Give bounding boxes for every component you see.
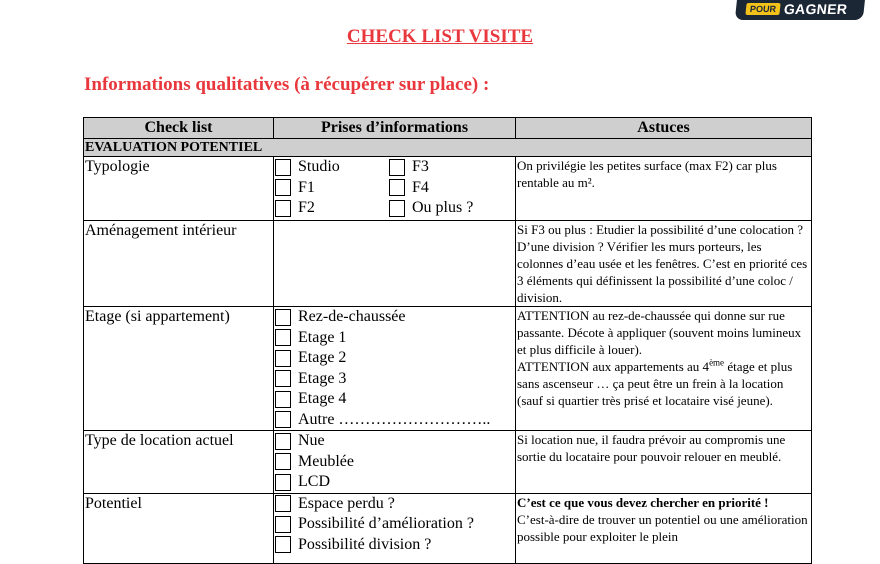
- option-label: F1: [298, 178, 315, 196]
- option-division[interactable]: [274, 535, 515, 556]
- checklist-table: [83, 117, 812, 564]
- option-label: F3: [412, 158, 429, 176]
- option-rez-de-chaussee[interactable]: [274, 307, 515, 328]
- table-row: [84, 431, 812, 494]
- option-etage-2[interactable]: [274, 348, 515, 369]
- tip-etage-ascenseur: [517, 358, 810, 409]
- option-label: Autre ………………………..: [298, 410, 491, 428]
- column-header-checklist: Check list: [84, 118, 274, 139]
- tip-text: ATTENTION aux appartements au 4: [517, 359, 710, 374]
- option-label: Ou plus ?: [412, 199, 474, 217]
- option-ou-plus[interactable]: [388, 198, 515, 219]
- table-row: [84, 157, 812, 221]
- option-label: Etage 3: [298, 369, 347, 387]
- option-label: Meublée: [298, 452, 354, 470]
- document-title: CHECK LIST VISITE: [346, 26, 534, 47]
- tip-superscript: ème: [709, 357, 725, 368]
- option-label: Etage 2: [298, 349, 347, 367]
- options-etage: [274, 307, 516, 431]
- row-label-location: Type de location actuel: [84, 431, 274, 494]
- row-label-typologie: Typologie: [84, 157, 274, 221]
- option-label: Etage 1: [298, 328, 347, 346]
- tip-amenagement: Si F3 ou plus : Etudier la possibilité d’une colocation ? D’une division ? Vérifier les murs porteurs, les colonnes d’eau usée et les fenêtres. C’est en priorité ces 3 éléments qui définissent la possibilité d’une coloc / division.: [516, 221, 812, 307]
- column-header-astuces: Astuces: [516, 118, 812, 139]
- option-label: F4: [412, 178, 429, 196]
- table-row: [84, 307, 812, 431]
- option-studio[interactable]: [274, 157, 388, 178]
- checkbox[interactable]: [275, 329, 291, 346]
- checkbox[interactable]: [275, 200, 291, 217]
- tip-potentiel: [516, 493, 812, 563]
- checkbox[interactable]: [275, 536, 291, 553]
- option-label: Nue: [298, 432, 325, 450]
- option-etage-3[interactable]: [274, 369, 515, 390]
- checkbox[interactable]: [275, 433, 291, 450]
- option-label: Possibilité d’amélioration ?: [298, 515, 474, 533]
- checkbox[interactable]: [275, 391, 291, 408]
- checkbox[interactable]: [275, 370, 291, 387]
- tip-etage: [516, 307, 812, 431]
- option-amelioration[interactable]: [274, 514, 515, 535]
- options-location: [274, 431, 516, 494]
- option-label: Espace perdu ?: [298, 494, 395, 512]
- checkbox[interactable]: [275, 179, 291, 196]
- logo-badge: POUR: [745, 3, 780, 15]
- checkbox[interactable]: [275, 453, 291, 470]
- option-lcd[interactable]: [274, 472, 515, 493]
- option-espace-perdu[interactable]: [274, 494, 515, 515]
- checkbox[interactable]: [389, 179, 405, 196]
- brand-logo: [735, 0, 865, 20]
- row-label-potentiel: Potentiel: [84, 493, 274, 563]
- checkbox[interactable]: [275, 159, 291, 176]
- tip-location: Si location nue, il faudra prévoir au compromis une sortie du locataire pour pouvoir relouer en meublé.: [516, 431, 812, 494]
- option-f1[interactable]: [274, 178, 388, 199]
- option-label: LCD: [298, 473, 330, 491]
- table-row: [84, 493, 812, 563]
- options-potentiel: [274, 493, 516, 563]
- section-title: Informations qualitatives (à récupérer sur place) :: [84, 74, 490, 95]
- checkbox[interactable]: [275, 411, 291, 428]
- checkbox[interactable]: [389, 200, 405, 217]
- option-f4[interactable]: [388, 178, 515, 199]
- option-etage-1[interactable]: [274, 328, 515, 349]
- option-autre[interactable]: [274, 410, 515, 431]
- logo-wordmark: GAGNER: [783, 1, 849, 17]
- option-label: Studio: [298, 158, 340, 176]
- table-header-row: [84, 118, 812, 139]
- tip-text: étage et plus sans ascenseur … ça peut être un frein à la location (sauf si quartier très prisé et locataire visé jeune).: [517, 359, 793, 408]
- options-typologie: [274, 157, 516, 221]
- column-header-prises: Prises d’informations: [274, 118, 516, 139]
- subheader-evaluation: EVALUATION POTENTIEL: [84, 139, 812, 157]
- option-f3[interactable]: [388, 157, 515, 178]
- table-subheader-row: [84, 139, 812, 157]
- checkbox[interactable]: [275, 309, 291, 326]
- row-label-etage: Etage (si appartement): [84, 307, 274, 431]
- option-meublee[interactable]: [274, 452, 515, 473]
- option-nue[interactable]: [274, 431, 515, 452]
- option-etage-4[interactable]: [274, 389, 515, 410]
- options-amenagement[interactable]: [274, 221, 516, 307]
- row-label-amenagement: Aménagement intérieur: [84, 221, 274, 307]
- option-label: F2: [298, 199, 315, 217]
- tip-etage-rdc: ATTENTION au rez-de-chaussée qui donne sur rue passante. Décote à appliquer (souvent moins lumineux et plus difficile à louer).: [517, 308, 802, 357]
- checkbox[interactable]: [275, 350, 291, 367]
- option-f2[interactable]: [274, 198, 388, 219]
- option-label: Etage 4: [298, 390, 347, 408]
- checkbox[interactable]: [389, 159, 405, 176]
- option-label: Possibilité division ?: [298, 535, 432, 553]
- option-label: Rez-de-chaussée: [298, 308, 406, 326]
- checkbox[interactable]: [275, 516, 291, 533]
- tip-potentiel-detail: C’est-à-dire de trouver un potentiel ou une amélioration possible pour exploiter le plein: [517, 511, 808, 544]
- checkbox[interactable]: [275, 474, 291, 491]
- checkbox[interactable]: [275, 495, 291, 512]
- tip-typologie: On privilégie les petites surface (max F2) car plus rentable au m².: [516, 157, 812, 221]
- table-row: [84, 221, 812, 307]
- tip-potentiel-priority: C’est ce que vous devez chercher en priorité !: [517, 494, 769, 510]
